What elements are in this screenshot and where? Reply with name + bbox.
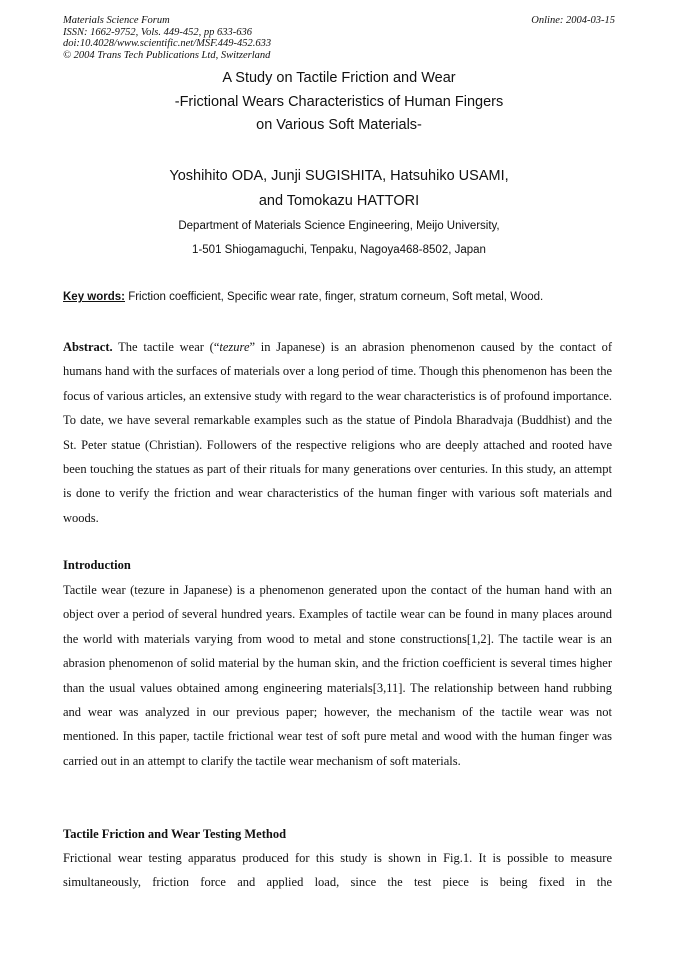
affiliation — [0, 214, 678, 262]
online-date: Online: 2004-03-15 — [531, 15, 615, 26]
affiliation-line-1: Department of Materials Science Engineering, Meijo University, — [178, 220, 500, 232]
authors-line-1: Yoshihito ODA, Junji SUGISHITA, Hatsuhiko USAMI, — [169, 168, 509, 184]
title-line-3: on Various Soft Materials- — [256, 117, 422, 133]
journal-header — [63, 15, 271, 61]
abstract-text-a: The tactile wear (“ — [112, 340, 220, 354]
method-heading: Tactile Friction and Wear Testing Method — [63, 827, 287, 841]
method-paragraph: Frictional wear testing apparatus produced for this study is shown in Fig.1. It is possible to measure simultaneously, friction force and applied load, since the test piece is being fixed in the — [63, 851, 612, 890]
keywords-label: Key words: — [63, 291, 125, 303]
doi-line: doi:10.4028/www.scientific.net/MSF.449-452.633 — [63, 38, 272, 49]
copyright-line: © 2004 Trans Tech Publications Ltd, Switzerland — [63, 49, 271, 61]
keywords — [63, 289, 543, 305]
keywords-text: Friction coefficient, Specific wear rate, finger, stratum corneum, Soft metal, Wood. — [125, 291, 544, 303]
author-list — [0, 164, 678, 214]
introduction-paragraph: Tactile wear (tezure in Japanese) is a phenomenon generated upon the contact of the human hand with an object over a period of several hundred years. Examples of tactile wear can be found in many places around the world with materials varying from wood to metal and stone constructions[1,2]. The tactile wear is an abrasion phenomenon of solid material by the human skin, and the friction coefficient is several times higher than the usual values obtained among engineering materials[3,11]. The relationship between hand rubbing and wear was analyzed in our previous paper; however, the mechanism of the tactile wear was not mentioned. In this paper, tactile frictional wear test of soft pure metal and wood with the human finger was carried out in an attempt to clarify the tactile wear mechanism of soft materials. — [63, 583, 612, 768]
affiliation-line-2: 1-501 Shiogamaguchi, Tenpaku, Nagoya468-8502, Japan — [192, 244, 486, 256]
abstract-text-b: ” in Japanese) is an abrasion phenomenon caused by the contact of humans hand with the surfaces of materials over a long period of time. Though this phenomenon has been the focus of various articles, an extensive study with regard to the wear characteristics is of profound importance. To date, we have several remarkable examples such as the statue of Pindola Bharadvaja (Buddhist) and the St. Peter statue (Christian). Followers of the respective religions who are deeply attached and rooted have been touching the statues as part of their rituals for many generations over centuries. In this study, an attempt is done to verify the friction and wear characteristics of the human finger with various soft materials and woods. — [63, 340, 612, 525]
title-line-2: -Frictional Wears Characteristics of Human Fingers — [174, 93, 504, 110]
journal-name: Materials Science Forum — [63, 15, 170, 26]
abstract-term: tezure — [219, 340, 250, 354]
authors-line-2: and Tomokazu HATTORI — [258, 193, 420, 209]
paper-title — [0, 67, 678, 138]
abstract-paragraph — [63, 335, 612, 530]
abstract-label: Abstract. — [63, 340, 113, 354]
title-line-1: A Study on Tactile Friction and Wear — [222, 70, 456, 86]
issn-line: ISSN: 1662-9752, Vols. 449-452, pp 633-636 — [63, 26, 252, 38]
introduction-heading: Introduction — [63, 558, 131, 572]
